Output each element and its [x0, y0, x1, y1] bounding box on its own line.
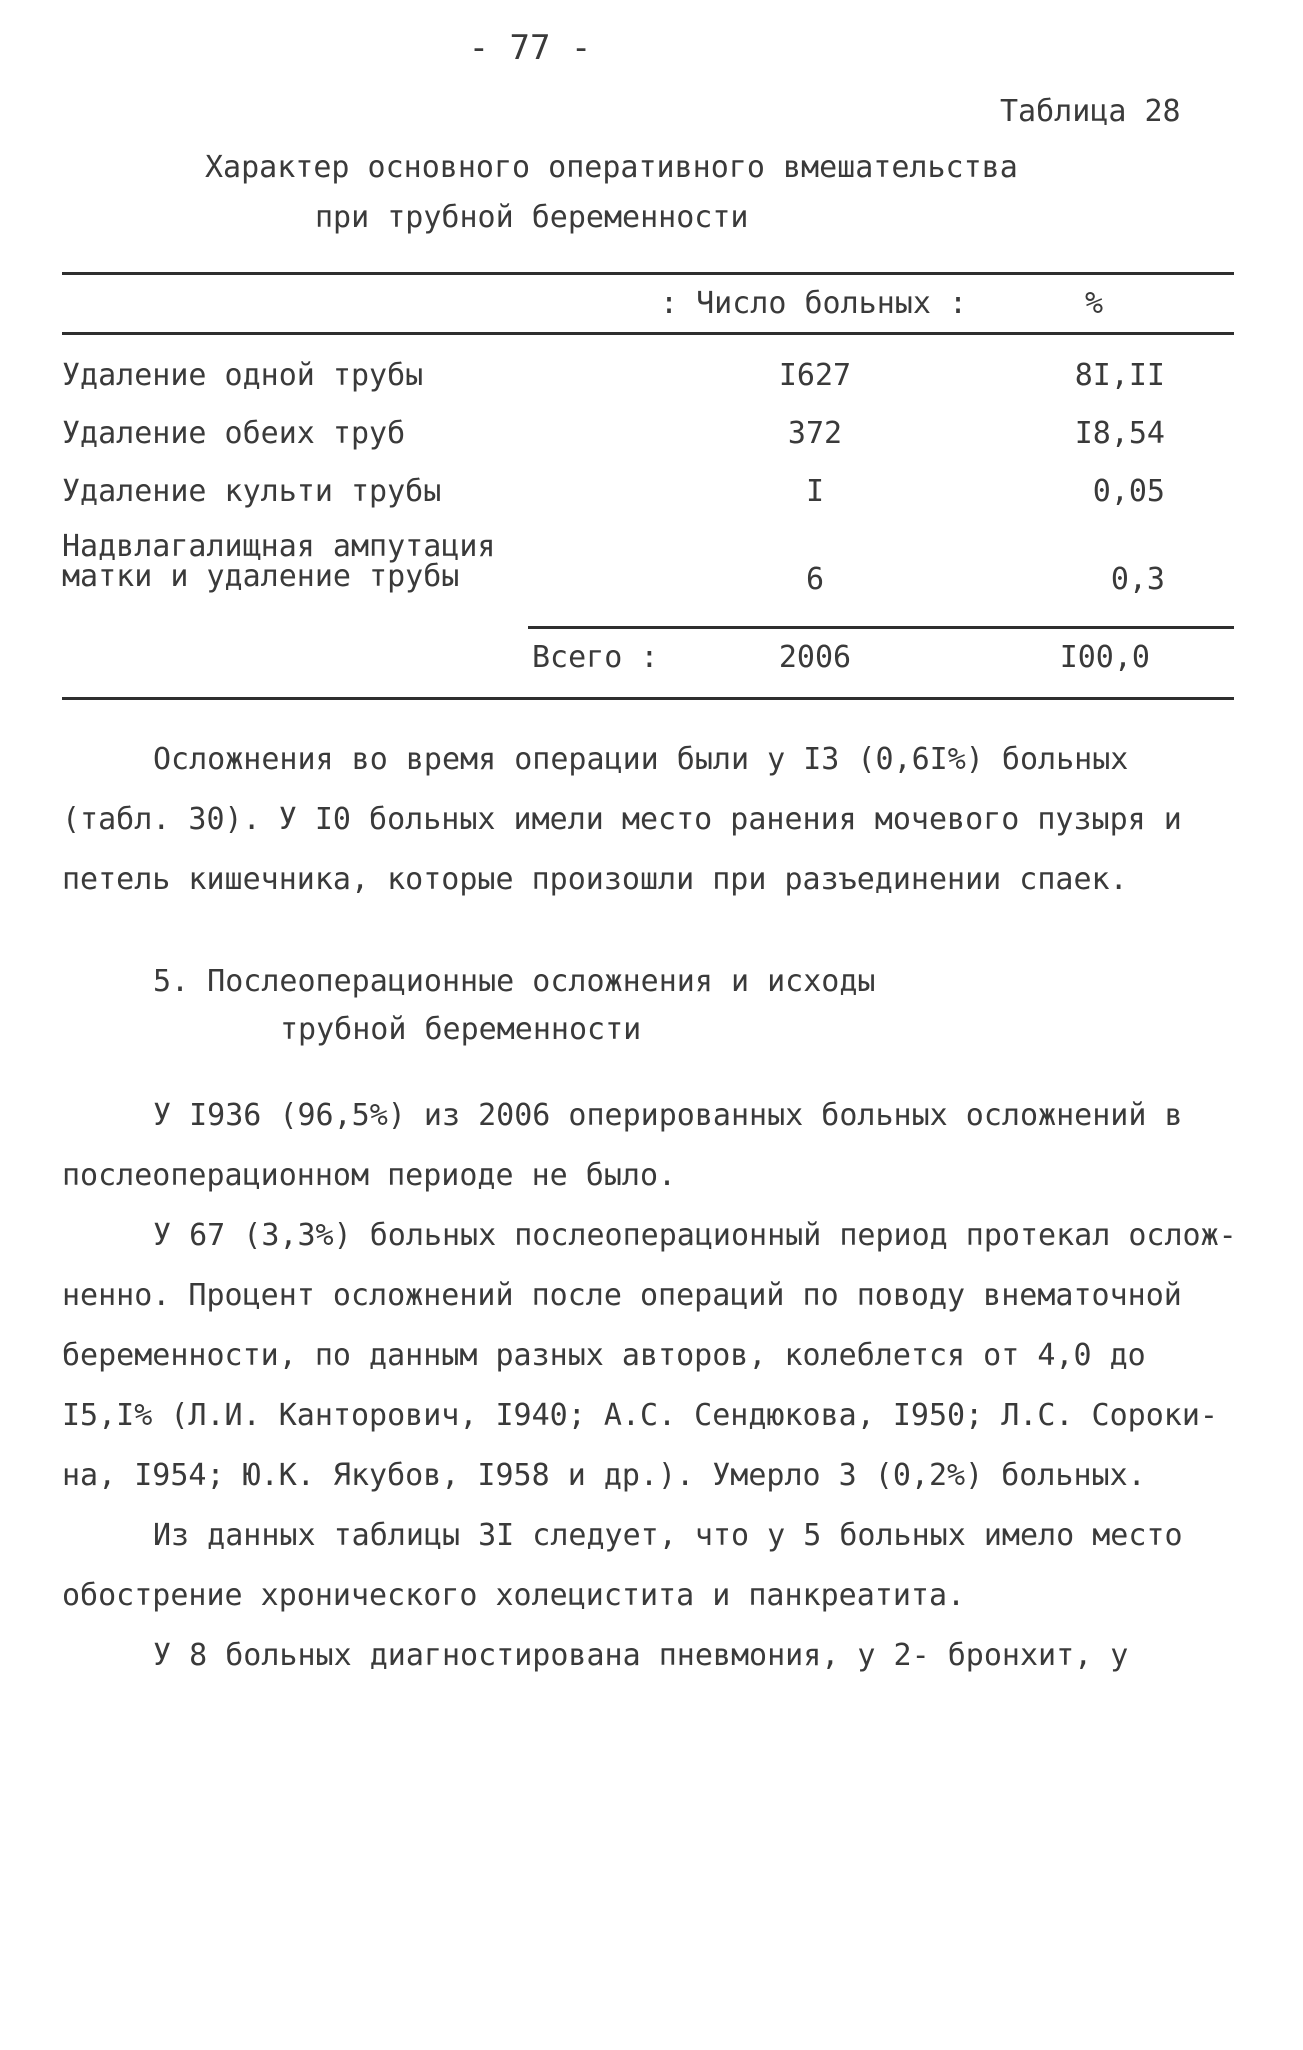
- row-label-line1: Надвлагалищная ампутация: [62, 529, 496, 564]
- text-line: У 67 (3,3%) больных послеоперационный период протекал ослож-: [153, 1218, 1237, 1253]
- text-line: обострение хронического холецистита и панкреатита.: [62, 1578, 966, 1613]
- table-caption-line2: при трубной беременности: [315, 200, 749, 235]
- total-label: Всего :: [532, 640, 659, 675]
- row-label: Удаление одной трубы: [62, 358, 424, 393]
- text-line: Из данных таблицы 3I следует, что у 5 больных имело место: [153, 1518, 1183, 1553]
- row-label-line2: матки и удаление трубы: [62, 559, 460, 594]
- text-line: У 8 больных диагностирована пневмония, у 2- бронхит, у: [153, 1638, 1129, 1673]
- text-line: на, I954; Ю.К. Якубов, I958 и др.). Умерло 3 (0,2%) больных.: [62, 1458, 1146, 1493]
- table-top-rule: [62, 272, 1234, 275]
- text-line: петель кишечника, которые произошли при разъединении спаек.: [62, 862, 1128, 897]
- row-label: Удаление культи трубы: [62, 474, 442, 509]
- text-line: У I936 (96,5%) из 2006 оперированных больных осложнений в: [153, 1098, 1183, 1133]
- table-header-rule: [62, 332, 1234, 335]
- section-heading-line2: трубной беременности: [280, 1012, 642, 1047]
- text-line: ненно. Процент осложнений после операций по поводу внематочной: [62, 1278, 1182, 1313]
- row-percent: I8,54: [1074, 416, 1165, 451]
- text-line: I5,I% (Л.И. Канторович, I940; А.С. Сендюкова, I950; Л.С. Сороки-: [62, 1398, 1218, 1433]
- table-label: Таблица 28: [1000, 94, 1181, 129]
- column-header-count: : Число больных :: [660, 286, 968, 321]
- page-number: - 77 -: [468, 28, 592, 68]
- total-percent: I00,0: [1059, 640, 1150, 675]
- text-line: Осложнения во время операции были у I3 (0,6I%) больных: [153, 742, 1129, 777]
- row-count: I: [805, 474, 825, 509]
- row-percent: 8I,II: [1074, 358, 1165, 393]
- row-label: Удаление обеих труб: [62, 416, 406, 451]
- total-rule: [528, 626, 1234, 629]
- section-heading-line1: 5. Послеоперационные осложнения и исходы: [153, 964, 876, 999]
- text-line: послеоперационном периоде не было.: [62, 1158, 677, 1193]
- row-count: I627: [778, 358, 852, 393]
- row-count: 372: [787, 416, 843, 451]
- text-line: (табл. 30). У I0 больных имели место ранения мочевого пузыря и: [62, 802, 1182, 837]
- table-bottom-rule: [62, 697, 1234, 700]
- text-line: беременности, по данным разных авторов, колеблется от 4,0 до: [62, 1338, 1146, 1373]
- row-percent: 0,05: [1092, 474, 1165, 509]
- row-percent: 0,3: [1110, 562, 1165, 597]
- table-caption-line1: Характер основного оперативного вмешательства: [205, 150, 1018, 185]
- column-header-percent: %: [1085, 286, 1104, 321]
- row-count: 6: [805, 562, 825, 597]
- total-count: 2006: [778, 640, 852, 675]
